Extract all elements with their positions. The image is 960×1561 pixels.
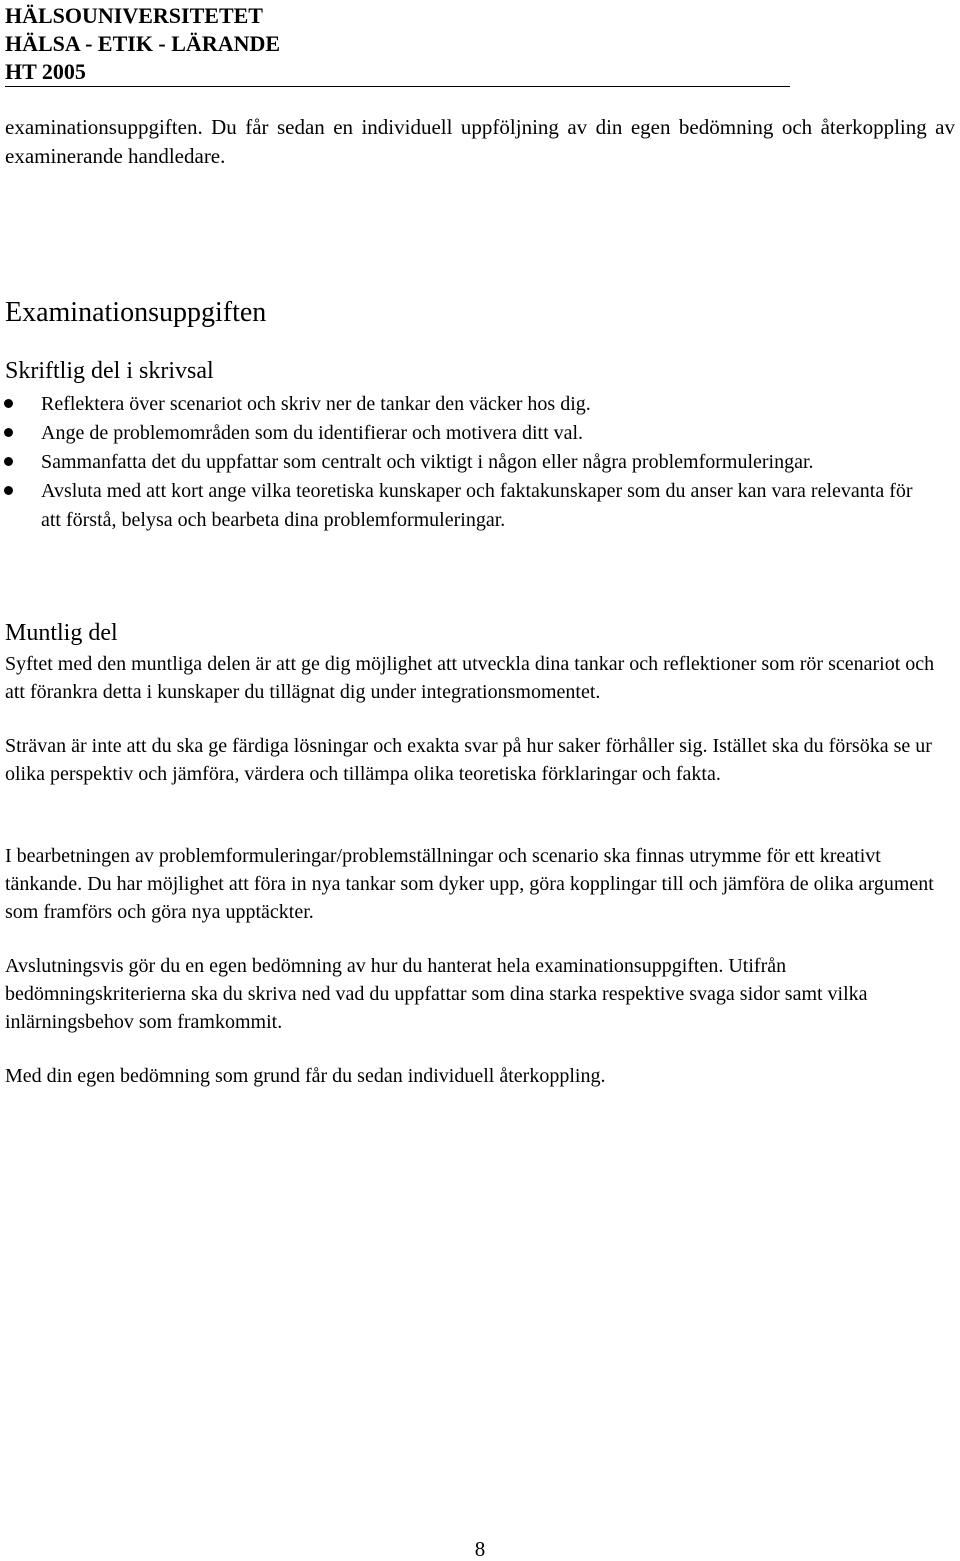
page-number: 8 (474, 1537, 486, 1561)
list-item-text: Avsluta med att kort ange vilka teoretiska kunskaper och faktakunskaper som du anser kan vara relevanta för att förstå, belysa och bearbeta dina problemformuleringar. (41, 480, 913, 531)
list-item (0, 419, 960, 448)
header-term: HT 2005 (5, 59, 86, 84)
section-title: Examinationsuppgiften (5, 297, 267, 328)
list-item-text: Ange de problemområden som du identifierar och motivera ditt val. (41, 422, 584, 444)
header-course: HÄLSA - ETIK - LÄRANDE (5, 31, 281, 56)
list-item-text: Sammanfatta det du uppfattar som centralt och viktigt i någon eller några problemformuleringar. (41, 451, 814, 473)
oral-paragraph-2 (5, 732, 955, 788)
bullet-icon (4, 428, 13, 437)
list-item-text: Reflektera över scenariot och skriv ner de tankar den väcker hos dig. (41, 393, 591, 415)
paragraph: I bearbetningen av problemformuleringar/problemställningar och scenario ska finnas utrymme för ett kreativt tänkande. Du har möjlighet att föra in nya tankar som dyker upp, göra kopplingar till och jämföra de olika argument som framförs och göra nya upptäckter. (5, 845, 934, 923)
oral-paragraph-3 (5, 842, 955, 926)
paragraph: Avslutningsvis gör du en egen bedömning av hur du hanterat hela examinationsuppgiften. Utifrån bedömningskriterierna ska du skriva ned vad du uppfattar som dina starka respektive svaga sidor samt vilka inlärningsbehov som framkommit. (5, 955, 868, 1033)
list-item (0, 448, 960, 477)
header-university: HÄLSOUNIVERSITETET (5, 3, 263, 28)
list-item (0, 390, 960, 419)
paragraph: Strävan är inte att du ska ge färdiga lösningar och exakta svar på hur saker förhåller sig. Istället ska du försöka se ur olika perspektiv och jämföra, värdera och tillämpa olika teoretiska förklaringar och fakta. (5, 735, 932, 785)
oral-paragraph-4 (5, 952, 955, 1036)
oral-paragraph-5 (5, 1062, 955, 1090)
bullet-icon (4, 399, 13, 408)
written-part-title: Skriftlig del i skrivsal (5, 358, 214, 384)
paragraph: Syftet med den muntliga delen är att ge dig möjlighet att utveckla dina tankar och reflektioner som rör scenariot och att förankra detta i kunskaper du tillägnat dig under integrationsmomentet. (5, 653, 935, 703)
oral-part-title: Muntlig del (5, 620, 118, 646)
bullet-icon (4, 457, 13, 466)
page-header (5, 2, 790, 87)
bullet-icon (4, 486, 13, 495)
written-part-list (0, 390, 960, 535)
list-item (0, 477, 960, 535)
oral-paragraph-1 (5, 650, 955, 706)
intro-paragraph: examinationsuppgiften. Du får sedan en individuell uppföljning av din egen bedömning och återkoppling av examinerande handledare. (5, 115, 955, 168)
paragraph: Med din egen bedömning som grund får du sedan individuell återkoppling. (5, 1065, 606, 1087)
